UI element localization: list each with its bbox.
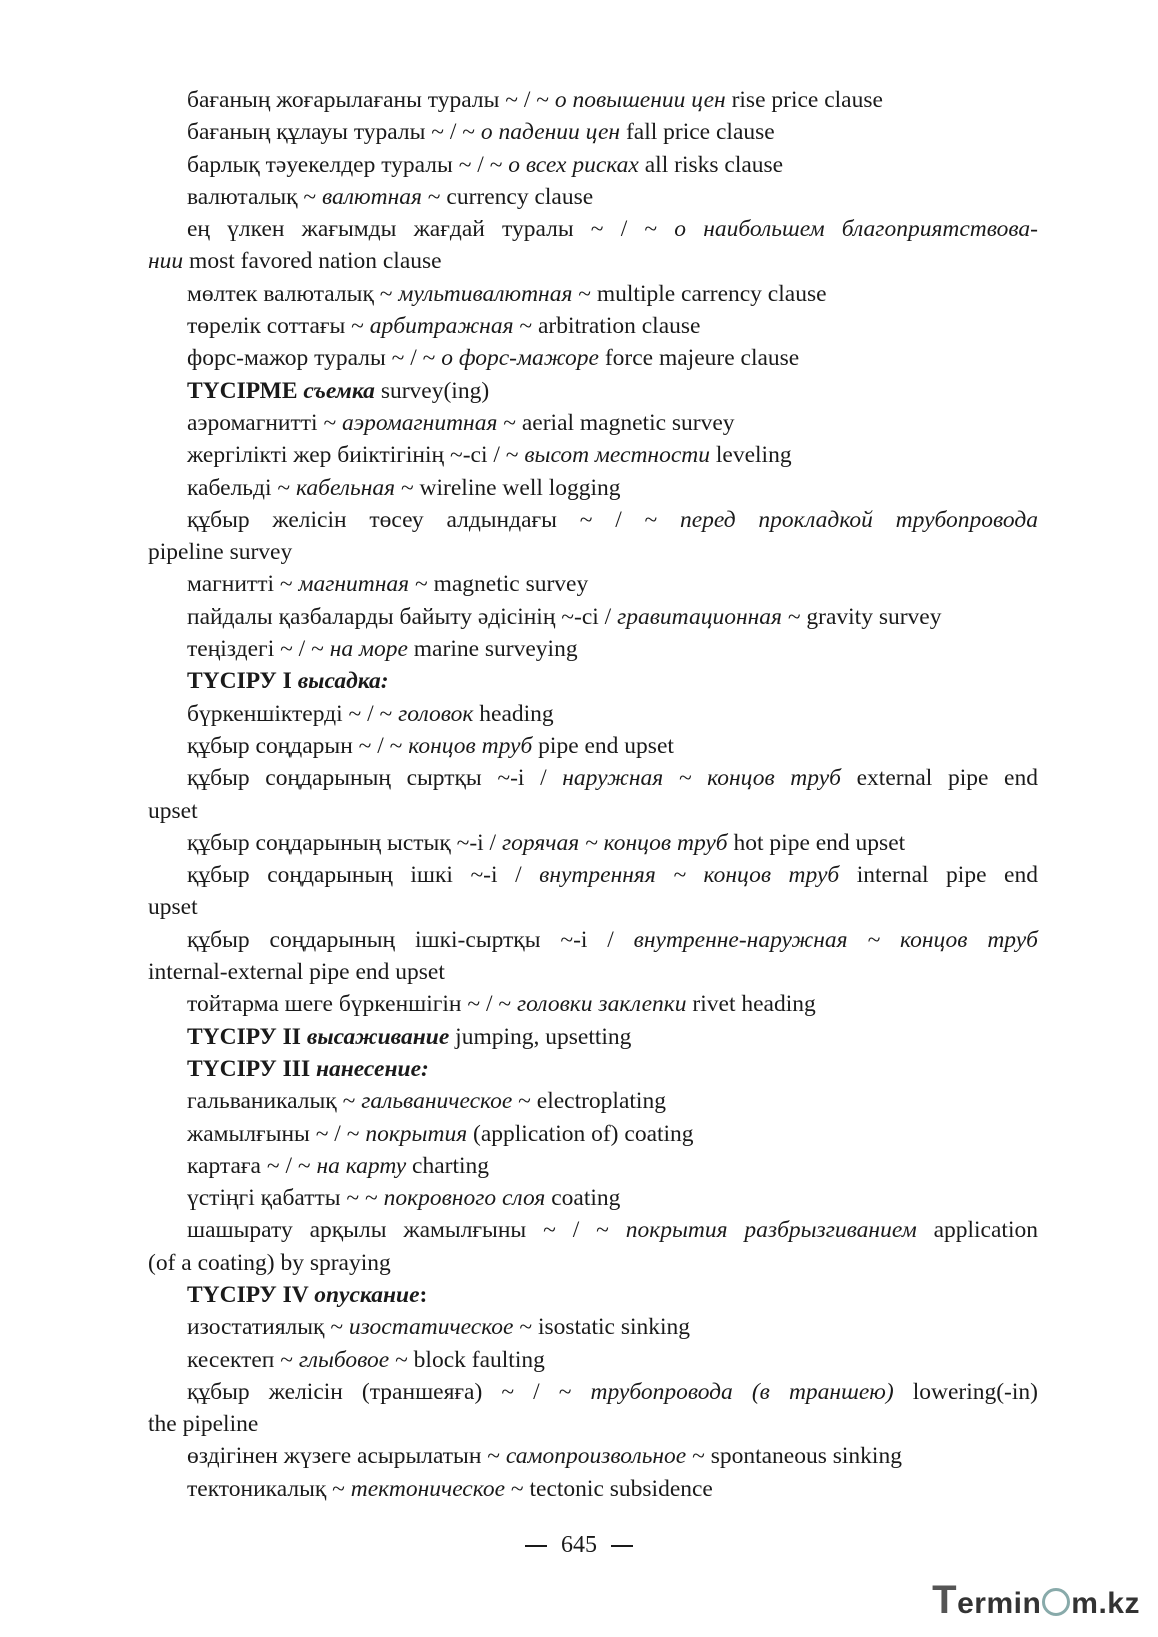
entry-text: jumping, upsetting: [449, 1023, 632, 1050]
entry-term-russian: покрытия разбрызгиванием: [625, 1217, 917, 1244]
entry-text: құбыр желісін төсеу алдындағы ~ / ~: [187, 506, 680, 533]
dictionary-entry: [148, 1053, 1038, 1085]
entry-text: ~ arbitration clause: [513, 313, 701, 340]
dictionary-entry: [148, 827, 1038, 859]
entry-text: шашырату арқылы жамылғыны ~ / ~: [187, 1217, 626, 1244]
entry-term-russian: о форс-мажоре: [441, 345, 599, 372]
entry-term-russian: нии: [148, 248, 184, 275]
entry-line: [148, 859, 1038, 891]
dictionary-entry: [148, 859, 1038, 924]
entry-text: rivet heading: [686, 991, 816, 1018]
entry-text: pipe end upset: [532, 732, 674, 759]
entry-text: картаға ~ / ~: [187, 1152, 317, 1179]
entry-line: [148, 924, 1038, 956]
entry-line: [148, 213, 1038, 245]
dictionary-entry: [148, 342, 1038, 374]
entry-line: [148, 762, 1038, 794]
dictionary-page-body: [148, 84, 1038, 1505]
entry-text: мөлтек валюталық ~: [187, 280, 399, 307]
entry-term-russian: внутренняя ~ концов труб: [539, 862, 840, 889]
entry-term-russian: покровного слоя: [383, 1185, 546, 1212]
entry-text: жергілікті жер биіктігінің ~-сі / ~: [187, 442, 525, 469]
entry-text: charting: [406, 1152, 490, 1179]
page-number: 645: [561, 1532, 597, 1558]
dictionary-entry: [148, 698, 1038, 730]
dictionary-entry: [148, 762, 1038, 827]
dictionary-entry: [148, 1440, 1038, 1472]
entry-term-heading: нанесение:: [315, 1055, 429, 1082]
entry-text: пайдалы қазбаларды байыту әдісінің ~-сі /: [187, 603, 618, 630]
entry-text: үстіңгі қабатты ~ ~: [187, 1185, 384, 1212]
footer-dash-right: [611, 1545, 633, 1547]
entry-line: [148, 504, 1038, 536]
entry-term-heading: ТҮСІРУ I: [187, 668, 298, 695]
dictionary-entry: [148, 310, 1038, 342]
entry-text: ең үлкен жағымды жағдай туралы ~ / ~: [187, 216, 675, 243]
entry-text: hot pipe end upset: [727, 829, 906, 856]
entry-text: кесектеп ~: [187, 1346, 299, 1373]
dictionary-entry: [148, 278, 1038, 310]
entry-term-russian: наружная ~ концов труб: [562, 765, 841, 792]
dictionary-entry: [148, 1150, 1038, 1182]
entry-text: all risks clause: [638, 151, 784, 178]
logo-circle-icon: [1042, 1588, 1070, 1616]
entry-text: upset: [148, 797, 198, 824]
entry-text: тектоникалық ~: [187, 1475, 351, 1502]
entry-text: жамылғыны ~ / ~: [187, 1120, 366, 1147]
entry-term-heading: ТҮСІРУ II: [187, 1023, 307, 1050]
entry-text: fall price clause: [620, 119, 775, 146]
entry-term-russian: магнитная: [298, 571, 410, 598]
entry-term-russian: валютная: [322, 183, 422, 210]
entry-text: heading: [473, 700, 554, 727]
entry-term-russian: на море: [329, 636, 408, 663]
entry-continuation: [148, 1408, 1038, 1440]
entry-term-russian: перед прокладкой трубопровода: [680, 506, 1039, 533]
dictionary-entry: [148, 1376, 1038, 1441]
entry-text: барлық тәуекелдер туралы ~ / ~: [187, 151, 509, 178]
entry-term-heading: ТҮСІРУ III: [187, 1055, 316, 1082]
dictionary-entry: [148, 1214, 1038, 1279]
dictionary-entry: [148, 149, 1038, 181]
entry-text: ~ currency clause: [421, 183, 594, 210]
entry-text: coating: [545, 1185, 621, 1212]
entry-term-russian: о наибольшем благоприятствова-: [674, 216, 1038, 243]
entry-text: төрелік соттағы ~: [187, 313, 370, 340]
entry-term-russian: головок: [398, 700, 474, 727]
entry-text: магнитті ~: [187, 571, 299, 598]
entry-text: теңіздегі ~ / ~: [187, 636, 330, 663]
entry-text: құбыр соңдарының сыртқы ~-і /: [187, 765, 563, 792]
entry-term-russian: гальваническое: [361, 1088, 513, 1115]
entry-text: marine surveying: [407, 636, 578, 663]
entry-text: ~ magnetic survey: [409, 571, 589, 598]
entry-text: (of a coating) by spraying: [148, 1249, 391, 1276]
entry-term-heading: ТҮСІРМЕ: [187, 377, 304, 404]
logo-text-end: m.kz: [1071, 1587, 1140, 1620]
dictionary-entry: [148, 1311, 1038, 1343]
entry-text: валюталық ~: [187, 183, 322, 210]
dictionary-entry: [148, 407, 1038, 439]
entry-text: құбыр соңдарын ~ / ~: [187, 732, 409, 759]
entry-continuation: [148, 245, 1038, 277]
entry-continuation: [148, 1247, 1038, 1279]
entry-continuation: [148, 956, 1038, 988]
entry-term-russian: тектоническое: [350, 1475, 506, 1502]
dictionary-entry: [148, 1085, 1038, 1117]
entry-term-russian: высот местности: [524, 442, 710, 469]
entry-continuation: [148, 891, 1038, 923]
dictionary-entry: [148, 1344, 1038, 1376]
dictionary-entry: [148, 601, 1038, 633]
dictionary-entry: [148, 213, 1038, 278]
entry-text: бүркеншіктерді ~ / ~: [187, 700, 399, 727]
footer-dash-left: [525, 1545, 547, 1547]
dictionary-entry: [148, 84, 1038, 116]
entry-term-russian: о падении цен: [480, 119, 621, 146]
entry-term-heading: высаживание: [306, 1023, 450, 1050]
entry-text: most favored nation clause: [183, 248, 442, 275]
dictionary-entry: [148, 730, 1038, 762]
dictionary-entry: [148, 633, 1038, 665]
entry-text: application: [916, 1217, 1038, 1244]
entry-text: upset: [148, 894, 198, 921]
dictionary-entry: [148, 1473, 1038, 1505]
dictionary-entry: [148, 568, 1038, 600]
entry-term-heading: съемка: [303, 377, 375, 404]
entry-text: ~ multiple carrency clause: [572, 280, 827, 307]
entry-text: rise price clause: [725, 87, 883, 113]
entry-term-russian: концов труб: [408, 732, 533, 759]
entry-text: leveling: [710, 442, 792, 469]
page-footer: [0, 1532, 1158, 1559]
entry-term-heading: опускание: [314, 1281, 420, 1308]
entry-text: ~ electroplating: [512, 1088, 666, 1115]
entry-term-russian: головки заклепки: [516, 991, 687, 1018]
dictionary-entry: [148, 1021, 1038, 1053]
entry-term-russian: на карту: [316, 1152, 407, 1179]
entry-text: кабельді ~: [187, 474, 296, 501]
dictionary-entry: [148, 1279, 1038, 1311]
entry-term-heading: высадка:: [297, 668, 389, 695]
entry-line: [148, 1214, 1038, 1246]
entry-text: құбыр соңдарының ыстық ~-і /: [187, 829, 502, 856]
entry-text: internal pipe end: [839, 862, 1038, 889]
entry-text: аэромагнитті ~: [187, 409, 343, 436]
dictionary-entry: [148, 439, 1038, 471]
dictionary-entry: [148, 472, 1038, 504]
entry-text: pipeline survey: [148, 539, 293, 566]
entry-text: internal-external pipe end upset: [148, 959, 445, 986]
dictionary-entry: [148, 988, 1038, 1020]
entry-text: бағаның жоғарылағаны туралы ~ / ~: [187, 87, 555, 113]
entry-text: external pipe end: [840, 765, 1038, 792]
entry-term-russian: глыбовое: [298, 1346, 390, 1373]
dictionary-entry: [148, 1182, 1038, 1214]
entry-line: [148, 1376, 1038, 1408]
entry-text: the pipeline: [148, 1411, 259, 1438]
dictionary-entry: [148, 924, 1038, 989]
dictionary-entry: [148, 665, 1038, 697]
entry-term-russian: арбитражная: [369, 313, 514, 340]
entry-term-russian: трубопровода (в траншею): [590, 1378, 894, 1405]
entry-term-russian: гравитационная: [617, 603, 782, 630]
entry-term-russian: о всех рисках: [508, 151, 639, 178]
entry-term-russian: о повышении цен: [554, 87, 726, 113]
entry-continuation: [148, 795, 1038, 827]
entry-text: құбыр соңдарының ішкі-сыртқы ~-і /: [187, 926, 634, 953]
logo-letter: T: [932, 1578, 958, 1622]
entry-continuation: [148, 536, 1038, 568]
entry-term-russian: внутренне-наружная ~ концов труб: [633, 926, 1038, 953]
entry-term-russian: кабельная: [295, 474, 396, 501]
entry-text: құбыр желісін (траншеяға) ~ / ~: [187, 1378, 591, 1405]
entry-text: ~ wireline well logging: [395, 474, 621, 501]
dictionary-entry: [148, 116, 1038, 148]
dictionary-entry: [148, 504, 1038, 569]
entry-text: бағаның құлауы туралы ~ / ~: [187, 119, 481, 146]
entry-term-heading: ТҮСІРУ IV: [187, 1281, 315, 1308]
entry-text: форс-мажор туралы ~ / ~: [187, 345, 442, 372]
dictionary-entry: [148, 375, 1038, 407]
dictionary-entry: [148, 181, 1038, 213]
dictionary-entry: [148, 1118, 1038, 1150]
entry-term-russian: мультивалютная: [398, 280, 573, 307]
entry-text: ~ gravity survey: [781, 603, 942, 630]
entry-text: ~ isostatic sinking: [513, 1314, 691, 1341]
entry-text: ~ spontaneous sinking: [686, 1443, 902, 1470]
entry-text: survey(ing): [374, 377, 490, 404]
entry-text: (application of) coating: [467, 1120, 694, 1147]
entry-text: құбыр соңдарының ішкі ~-і /: [187, 862, 540, 889]
entry-term-heading: :: [419, 1281, 428, 1308]
entry-text: ~ aerial magnetic survey: [497, 409, 735, 436]
entry-text: ~ block faulting: [389, 1346, 545, 1373]
logo-text-start: ermin: [957, 1587, 1042, 1620]
entry-text: force majeure clause: [598, 345, 800, 372]
entry-term-russian: горячая ~ концов труб: [501, 829, 728, 856]
entry-text: гальваникалық ~: [187, 1088, 362, 1115]
entry-text: lowering(-in): [893, 1378, 1038, 1405]
entry-text: тойтарма шеге бүркеншігін ~ / ~: [187, 991, 517, 1018]
entry-text: изостатиялық ~: [187, 1314, 349, 1341]
entry-text: ~ tectonic subsidence: [505, 1475, 713, 1502]
entry-term-russian: самопроизвольное: [505, 1443, 687, 1470]
entry-term-russian: изостатическое: [348, 1314, 514, 1341]
entry-text: өздігінен жүзеге асырылатын ~: [187, 1443, 506, 1470]
termincom-logo: [932, 1578, 1140, 1623]
entry-term-russian: аэромагнитная: [342, 409, 498, 436]
entry-term-russian: покрытия: [365, 1120, 468, 1147]
